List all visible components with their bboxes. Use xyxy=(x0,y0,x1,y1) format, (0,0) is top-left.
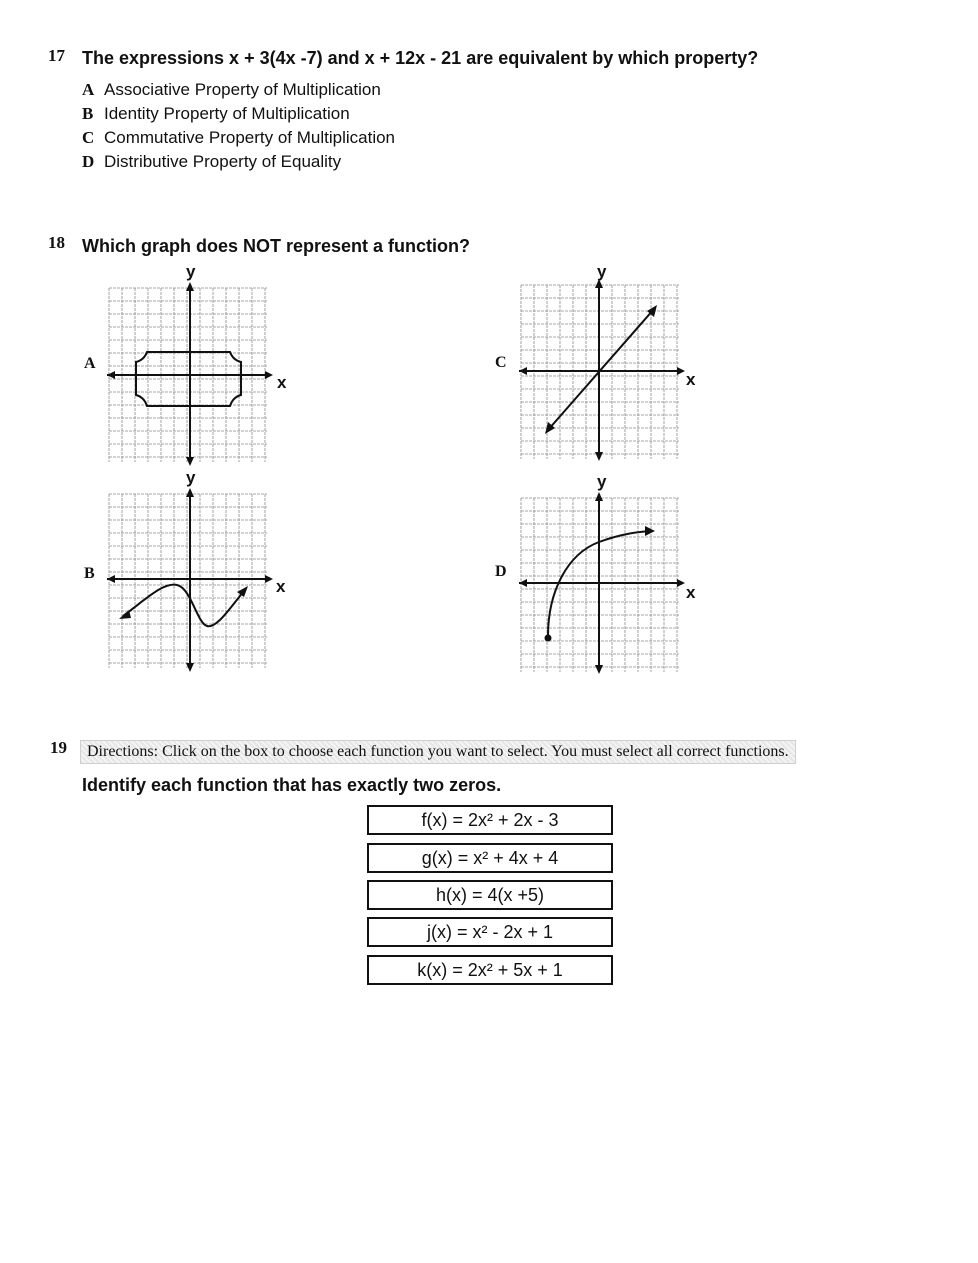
x-axis-arrow-left xyxy=(519,367,527,375)
x-axis-arrow-right xyxy=(265,371,273,379)
function-box-j[interactable] xyxy=(367,917,613,947)
function-box-f[interactable] xyxy=(367,805,613,835)
function-lhs: k(x) = xyxy=(417,959,468,980)
graph-c-svg xyxy=(517,279,687,465)
graph-c[interactable] xyxy=(517,279,687,465)
graph-c-y-label: y xyxy=(597,262,607,281)
y-axis-arrow-up xyxy=(595,279,603,288)
question-19-text: Identify each function that has exactly two zeros. xyxy=(82,775,502,795)
q19-directions-banner: Directions: Click on the box to choose each function you want to select. You must select all correct functions. xyxy=(80,740,796,764)
x-axis-arrow-left xyxy=(107,371,115,379)
graph-d[interactable] xyxy=(517,492,687,678)
graph-b-letter[interactable]: B xyxy=(84,565,95,582)
function-lhs: g(x) = xyxy=(421,847,474,868)
graph-d-y-label: y xyxy=(597,472,607,491)
y-axis-arrow-up xyxy=(186,282,194,291)
x-axis-arrow-right xyxy=(677,579,685,587)
y-axis-arrow-down xyxy=(595,665,603,674)
y-axis-arrow-down xyxy=(595,452,603,461)
choice-text: Identity Property of Multiplication xyxy=(104,104,350,123)
question-19-number: 19 xyxy=(50,738,67,757)
function-lhs: f(x) = xyxy=(421,809,468,830)
function-lhs: h(x) = xyxy=(435,884,488,905)
q17-choice-d[interactable] xyxy=(82,152,341,172)
question-18-number: 18 xyxy=(48,233,65,252)
question-18-text: Which graph does NOT represent a function? xyxy=(82,236,471,256)
graph-d-endpoint xyxy=(545,635,552,642)
graph-b-svg xyxy=(105,488,275,674)
function-rhs: 2x² + 5x + 1 xyxy=(467,959,563,980)
choice-text: Associative Property of Multiplication xyxy=(104,80,381,99)
graph-a-x-label: x xyxy=(277,373,287,392)
choice-letter: B xyxy=(82,104,94,123)
function-box-h[interactable] xyxy=(367,880,613,910)
graph-d-letter[interactable]: D xyxy=(495,563,507,580)
q17-choice-b[interactable] xyxy=(82,104,350,124)
graph-c-letter[interactable]: C xyxy=(495,354,507,371)
function-rhs: 2x² + 2x - 3 xyxy=(467,809,559,830)
graph-b-y-label: y xyxy=(186,468,196,487)
choice-letter: D xyxy=(82,152,95,171)
x-axis-arrow-right xyxy=(677,367,685,375)
x-axis-arrow-left xyxy=(519,579,527,587)
graph-a-y-label: y xyxy=(186,262,196,281)
graph-d-x-label: x xyxy=(686,583,696,602)
graph-b-x-label: x xyxy=(276,577,286,596)
q17-choice-a[interactable] xyxy=(82,80,381,100)
y-axis-arrow-up xyxy=(595,492,603,501)
graph-a-svg xyxy=(105,282,275,468)
q17-choice-c[interactable] xyxy=(82,128,395,148)
y-axis-arrow-up xyxy=(186,488,194,497)
choice-letter: A xyxy=(82,80,95,99)
question-17-text: The expressions x + 3(4x -7) and x + 12x - 21 are equivalent by which property? xyxy=(82,48,759,68)
function-rhs: x² + 4x + 4 xyxy=(473,847,559,868)
graph-c-x-label: x xyxy=(686,370,696,389)
choice-text: Commutative Property of Multiplication xyxy=(104,128,396,147)
choice-text: Distributive Property of Equality xyxy=(104,152,342,171)
function-box-k[interactable] xyxy=(367,955,613,985)
graph-a-letter[interactable]: A xyxy=(84,355,96,372)
function-rhs: x² - 2x + 1 xyxy=(472,921,554,942)
graph-b-wave xyxy=(123,585,245,627)
function-lhs: j(x) = xyxy=(426,921,473,942)
graph-a[interactable] xyxy=(105,282,275,468)
choice-letter: C xyxy=(82,128,95,147)
x-axis-arrow-left xyxy=(107,575,115,583)
graph-d-arrow-right xyxy=(645,526,655,536)
question-17-number: 17 xyxy=(48,46,65,65)
graph-b-grid xyxy=(109,494,267,668)
function-box-g[interactable] xyxy=(367,843,613,873)
graph-b[interactable] xyxy=(105,488,275,674)
graph-d-svg xyxy=(517,492,687,678)
function-rhs: 4(x +5) xyxy=(487,884,545,905)
x-axis-arrow-right xyxy=(265,575,273,583)
